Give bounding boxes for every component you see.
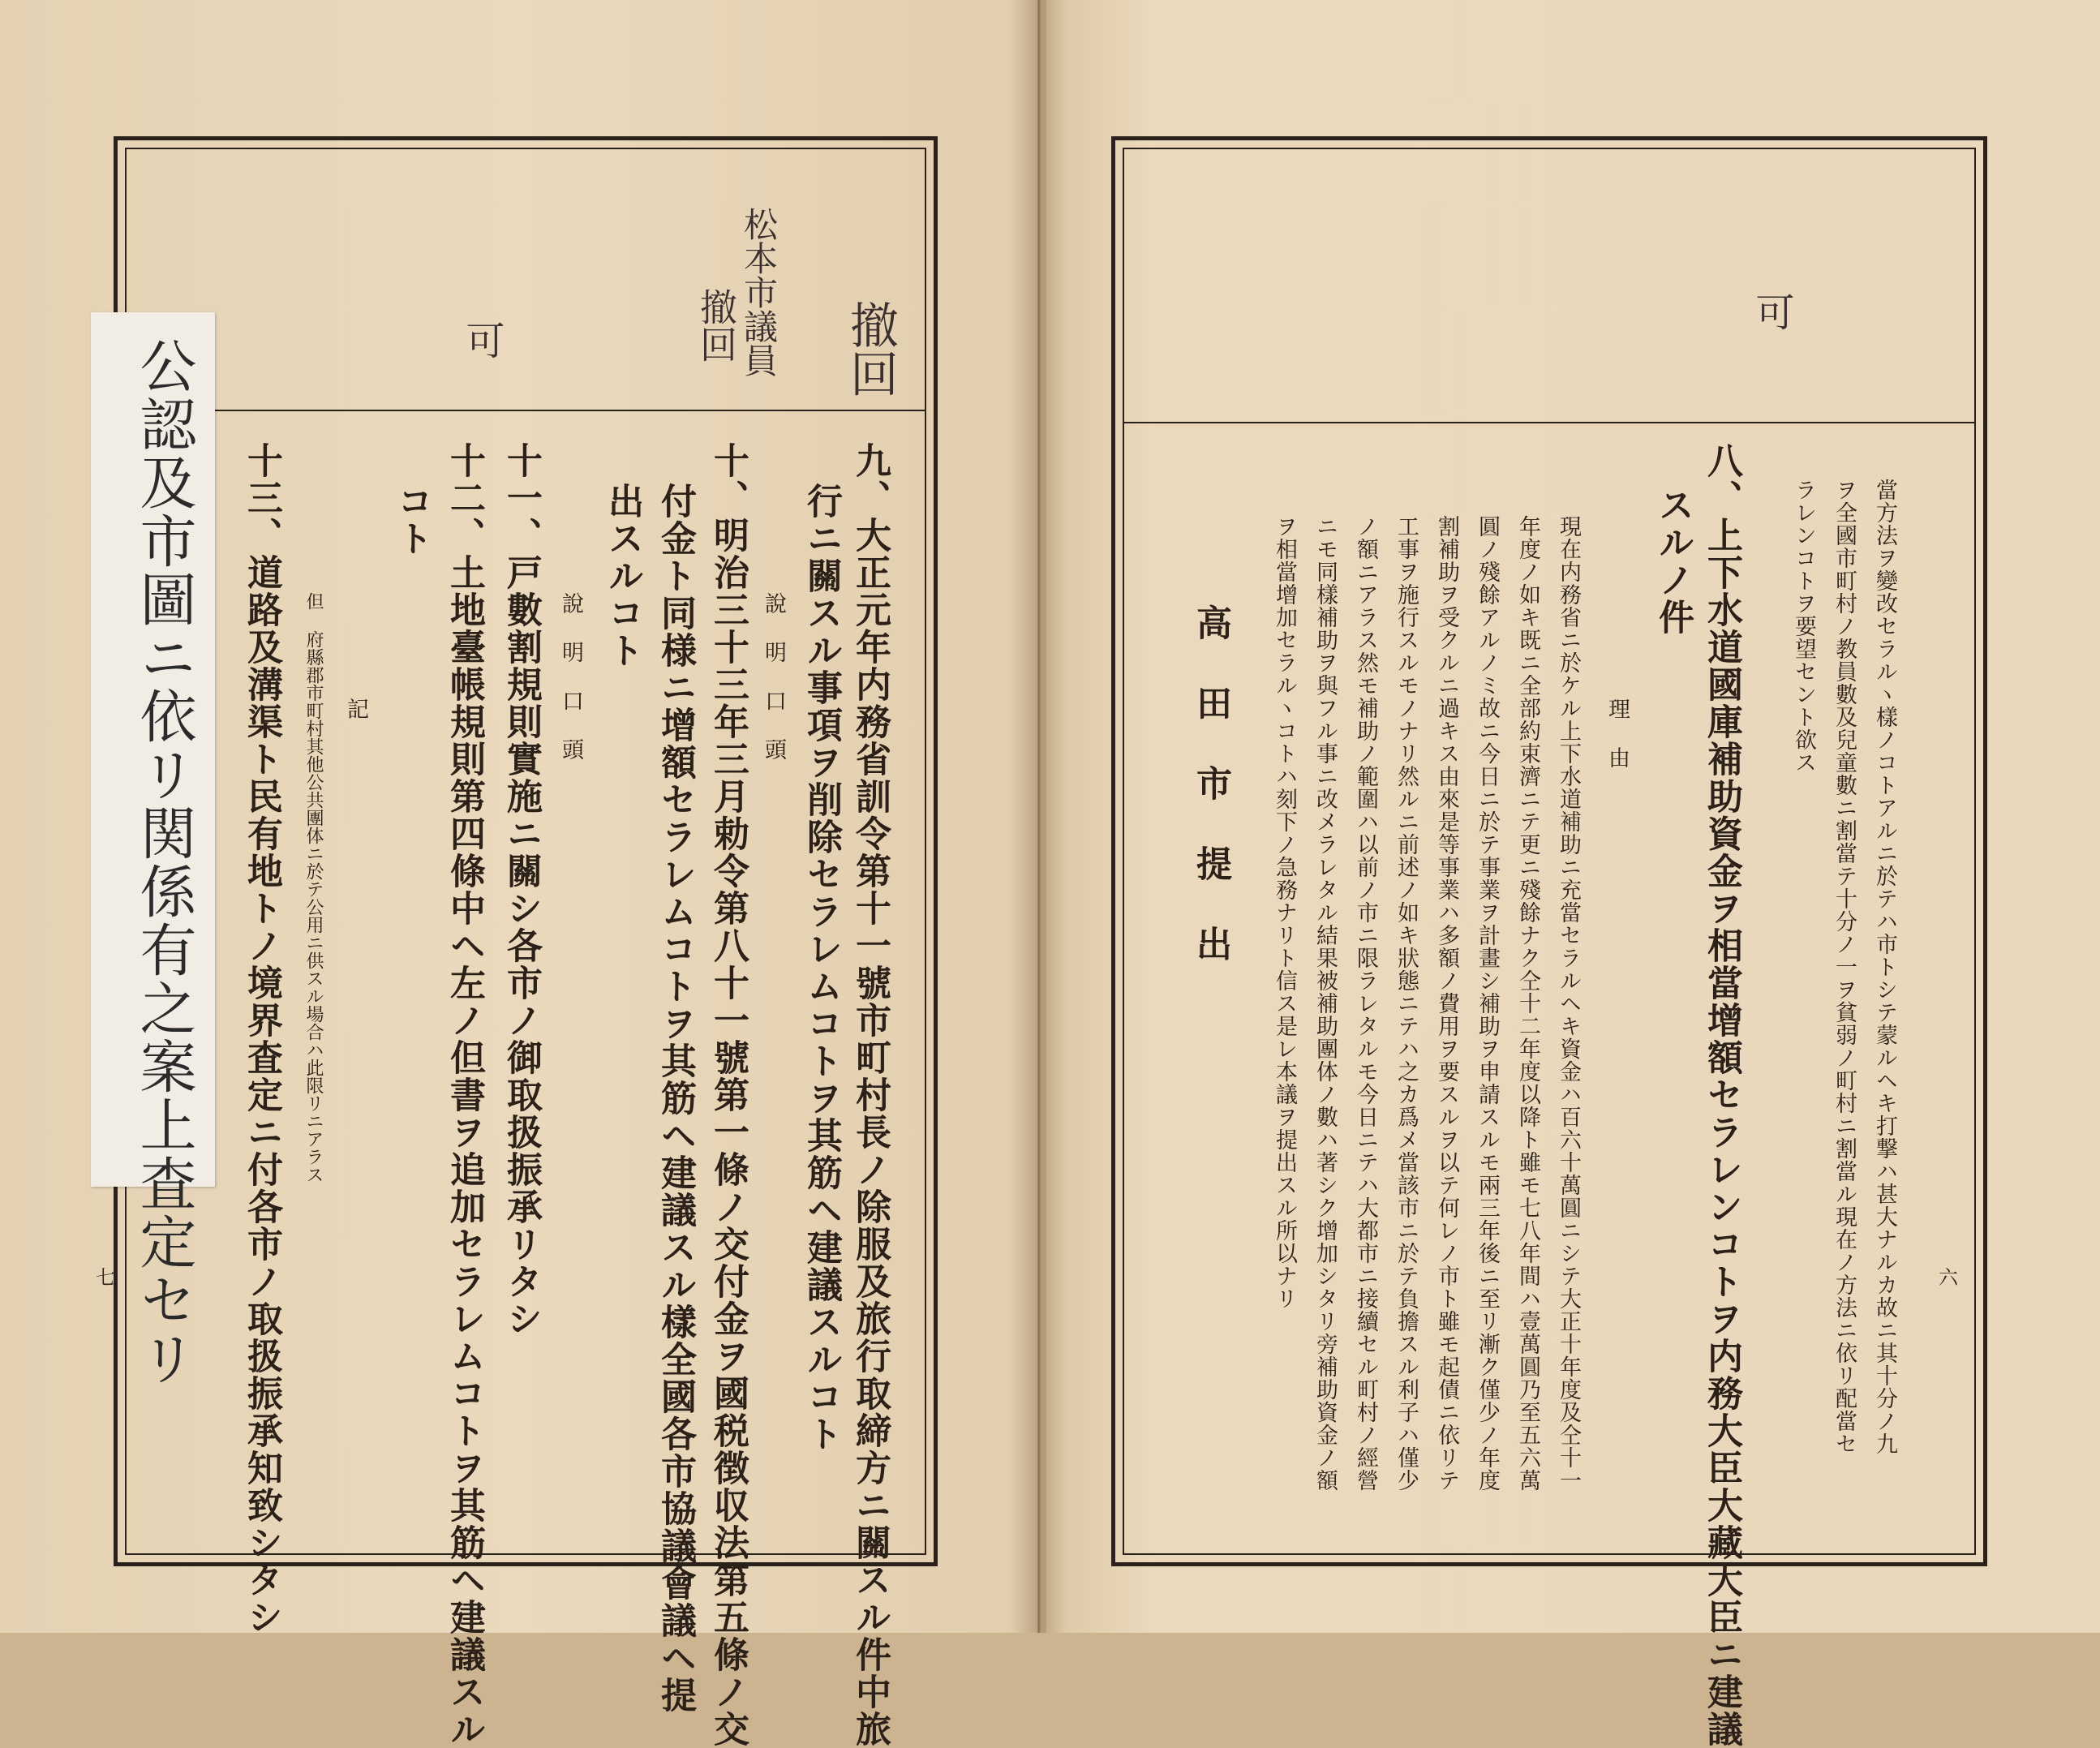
- item9-label: 說 明 口 頭: [761, 592, 786, 761]
- item10-line1: 十、明治三十三年三月勅令第八十一號第一條ノ交付金ヲ國税徴収法第五條ノ交: [707, 442, 749, 1748]
- right-header-rule: [1123, 422, 1976, 423]
- reason-line7: ニモ同樣補助ヲ與フル事ニ改メラレタル結果被補助團体ノ數ハ著シク增加シタリ旁補助資金ノ額: [1312, 515, 1338, 1492]
- continuation-line3: ラレンコトヲ要望セント欲ス: [1791, 479, 1816, 774]
- item8-title-line2: スルノ件: [1652, 487, 1694, 636]
- continuation-line1: 當方法ヲ變改セラルヽ樣ノコトアルニ於テハ市トシテ蒙ルヘキ打撃ハ甚大ナルカ故ニ其十分ノ九: [1872, 479, 1897, 1455]
- continuation-line2: ヲ全國市町村ノ教員數及兒童數ニ割當テ十分ノ一ヲ貧弱ノ町村ニ割當ル現在ノ方法ニ依リ配當セ: [1832, 479, 1857, 1455]
- right-margin-mark: 可: [1749, 292, 1794, 331]
- item11-line1: 十一、戸數割規則實施ニ關シ各市ノ御取扱振承リタシ: [500, 442, 542, 1338]
- proposer: 高 田 市 提 出: [1190, 604, 1231, 963]
- item12-line2: コト: [391, 483, 432, 557]
- reason-line5: 工事ヲ施行スルモノナリ然ルニ前述ノ如キ狀態ニテハ之カ爲メ當該市ニ於テ負擔スル利子ハ僅少: [1394, 515, 1419, 1492]
- reason-line4: 割補助ヲ受クルニ過キス由來是等事業ハ多額ノ費用ヲ要スルヲ以テ何レノ市ト雖モ起債ニ依リテ: [1434, 515, 1459, 1492]
- right-page: [1046, 0, 2100, 1748]
- right-page-number: 六: [1939, 1266, 1958, 1289]
- slip-handwriting: 公認及市圖ニ依リ関係有之案上査定セリ: [131, 337, 197, 1388]
- margin-mark-b: 撤回: [842, 300, 899, 397]
- reason-line6: ノ額ニアラス然モ補助ノ範圍ハ以前ノ市ニ限ラレタルモ今日ニテハ大都市ニ接續セル町村ノ經營: [1353, 515, 1378, 1492]
- margin-mark-a: 可: [459, 320, 505, 359]
- margin-mark-d: 撤回: [694, 288, 738, 363]
- left-page-number: 七: [96, 1266, 115, 1289]
- reason-line3: 圓ノ殘餘アルノミ故ニ今日ニ於テ事業ヲ計畫シ補助ヲ申請スルモ兩三年後ニ至リ漸ク僅少ノ年度: [1475, 515, 1500, 1492]
- margin-mark-c: 松本市議員: [739, 207, 779, 377]
- item12-proviso: 但 府縣郡市町村其他公共團体ニ於テ公用ニ供スル場合ハ此限リニアラス: [303, 592, 324, 1183]
- reason-label: 理 由: [1604, 698, 1630, 769]
- item10-line2: 付金ト同様ニ增額セラレムコトヲ其筋ヘ建議スル樣全國各市協議會議ヘ提: [655, 483, 696, 1714]
- item12-line1: 十二、土地臺帳規則第四條中ヘ左ノ但書ヲ追加セラレムコトヲ其筋ヘ建議スル: [444, 442, 485, 1748]
- item9-line1: 九、大正元年内務省訓令第十一號市町村長ノ除服及旅行取締方ニ關スル件中旅: [849, 442, 891, 1748]
- left-header-rule: [125, 410, 926, 411]
- item10-label: 說 明 口 頭: [558, 592, 583, 761]
- reason-line2: 年度ノ如キ既ニ全部約束濟ニテ更ニ殘餘ナク仝十二年度以降ト雖モ七八年間ハ壹萬圓乃至五六萬: [1515, 515, 1540, 1492]
- item9-line2: 行ニ關スル事項ヲ削除セラレムコトヲ其筋ヘ建議スルコト: [801, 483, 842, 1453]
- reason-line1: 現在内務省ニ於ケル上下水道補助ニ充當セラルヘキ資金ハ百六十萬圓ニシテ大正十年度及仝十一: [1556, 515, 1581, 1492]
- reason-line8: ヲ相當增加セラルヽコトハ刻下ノ急務ナリト信ス是レ本議ヲ提出スル所以ナリ: [1272, 515, 1297, 1310]
- left-page: [0, 0, 1038, 1748]
- item13-line1: 十三、道路及溝渠ト民有地トノ境界査定ニ付各市ノ取扱振承知致シタシ: [241, 442, 282, 1636]
- item12-label: 記: [343, 698, 368, 720]
- attached-paper-slip: [91, 312, 215, 1388]
- item10-line3: 出スルコト: [602, 483, 643, 669]
- book-gutter: [1010, 0, 1067, 1633]
- item8-title-line1: 八、上下水道國庫補助資金ヲ相當增額セラレンコトヲ内務大臣大藏大臣ニ建議: [1701, 442, 1742, 1748]
